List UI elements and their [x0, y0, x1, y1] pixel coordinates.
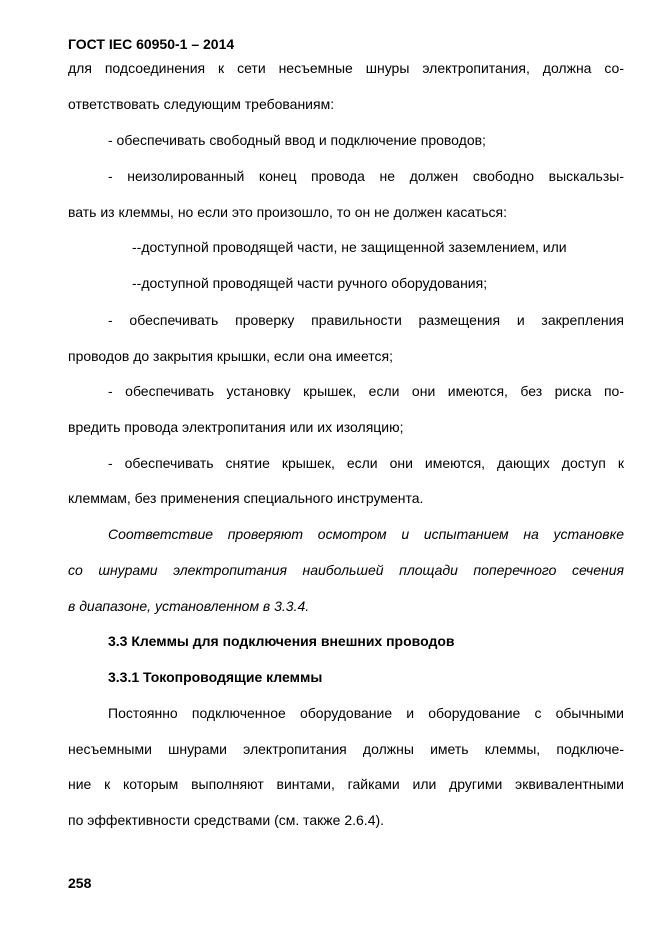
compliance-line: со шнурами электропитания наибольшей площади поперечного сечения [68, 562, 624, 578]
text-line: несъемными шнурами электропитания должны иметь клеммы, подключе- [68, 741, 624, 757]
list-item-line: - обеспечивать снятие крышек, если они имеются, дающих доступ к [108, 455, 624, 471]
text-line: ответствовать следующим требованиям: [68, 96, 335, 112]
list-item-line: - неизолированный конец провода не должен свободно выскальзы- [108, 168, 624, 184]
text-line: по эффективности средствами (см. также 2.6.4). [68, 812, 385, 828]
text-line: Постоянно подключенное оборудование и оборудование с обычными [108, 705, 624, 721]
sub-list-item-line: --доступной проводящей части, не защищенной заземлением, или [132, 239, 567, 255]
text-line: вать из клеммы, но если это произошло, то он не должен касаться: [68, 204, 508, 220]
page-number: 258 [68, 875, 92, 891]
document-header: ГОСТ IEC 60950-1 – 2014 [68, 36, 235, 52]
subsection-heading: 3.3.1 Токопроводящие клеммы [108, 669, 323, 685]
text-line: проводов до закрытия крышки, если она имеется; [68, 348, 393, 364]
text-line: клеммам, без применения специального инструмента. [68, 490, 424, 506]
sub-list-item-line: --доступной проводящей части ручного оборудования; [132, 275, 488, 291]
list-item-line: - обеспечивать проверку правильности размещения и закрепления [108, 312, 624, 328]
list-item-line: - обеспечивать установку крышек, если они имеются, без риска по- [108, 383, 624, 399]
section-heading: 3.3 Клеммы для подключения внешних проводов [108, 633, 455, 649]
compliance-line: Соответствие проверяют осмотром и испытанием на установке [108, 526, 624, 542]
compliance-line: в диапазоне, установленном в 3.3.4. [68, 598, 310, 614]
text-line: ние к которым выполняют винтами, гайками или другими эквивалентными [68, 776, 624, 792]
list-item-line: - обеспечивать свободный ввод и подключение проводов; [108, 132, 486, 148]
text-line: вредить провода электропитания или их изоляцию; [68, 419, 404, 435]
text-line: для подсоединения к сети несъемные шнуры электропитания, должна со- [68, 60, 624, 76]
